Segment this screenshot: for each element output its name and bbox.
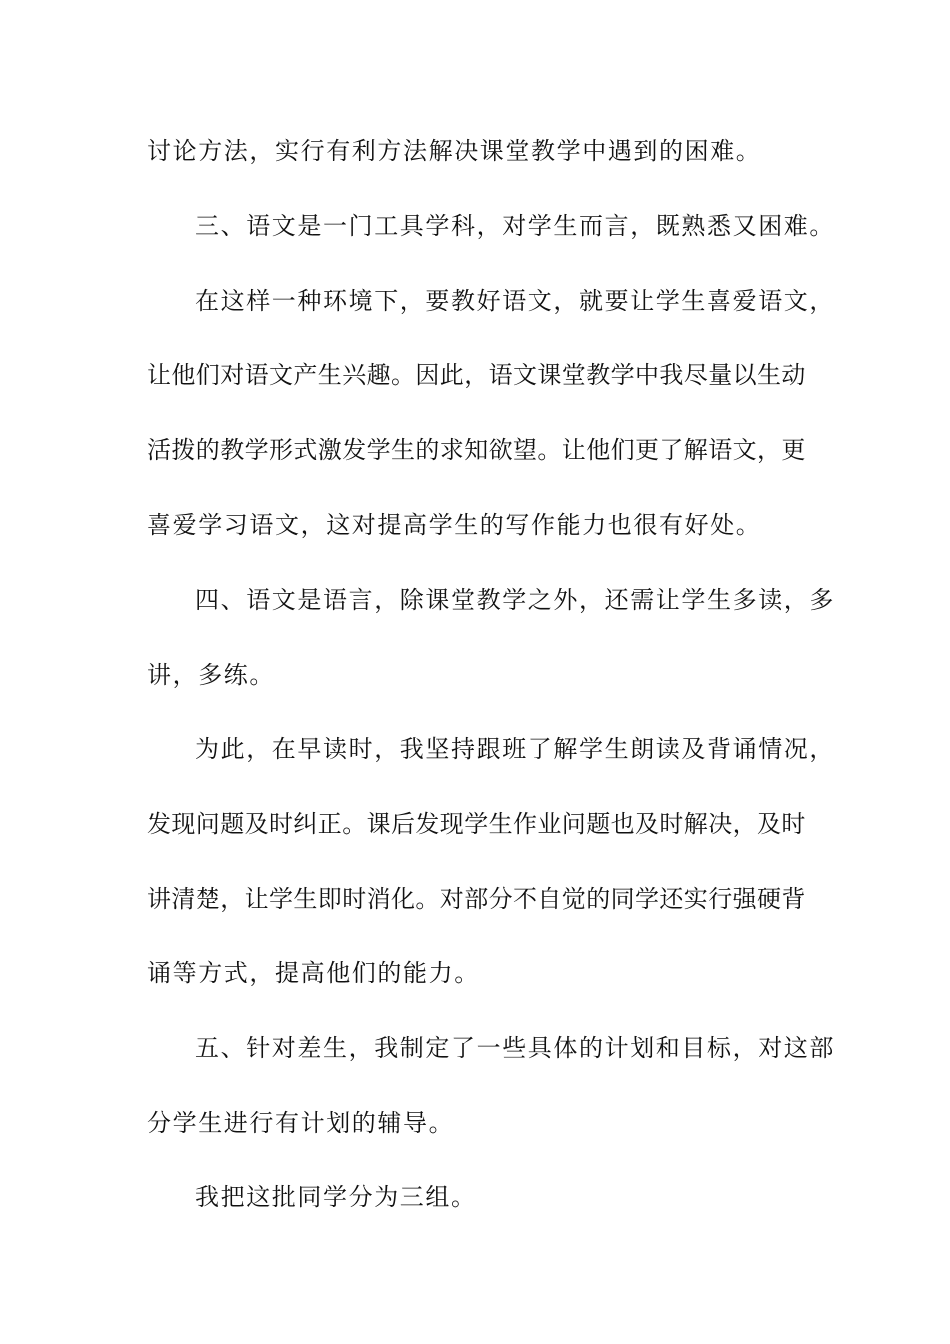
text-line: 诵等方式，提高他们的能力。 <box>147 959 480 987</box>
text-line: 发现问题及时纠正。课后发现学生作业问题也及时解决，及时 <box>147 810 806 838</box>
section-heading-4: 四、语文是语言，除课堂教学之外，还需让学生多读，多 <box>195 586 835 614</box>
section-heading-5: 五、针对差生，我制定了一些具体的计划和目标，对这部 <box>195 1034 835 1062</box>
paragraph-start: 我把这批同学分为三组。 <box>195 1183 477 1211</box>
paragraph-start: 在这样一种环境下，要教好语文，就要让学生喜爱语文， <box>195 287 835 315</box>
text-line: 讨论方法，实行有利方法解决课堂教学中遇到的困难。 <box>147 137 762 165</box>
text-line: 讲清楚，让学生即时消化。对部分不自觉的同学还实行强硬背 <box>147 885 806 913</box>
text-line: 分学生进行有计划的辅导。 <box>147 1109 455 1137</box>
section-heading-3: 三、语文是一门工具学科，对学生而言，既熟悉又困难。 <box>195 212 835 240</box>
paragraph-start: 为此，在早读时，我坚持跟班了解学生朗读及背诵情况， <box>195 735 835 763</box>
text-line: 讲，多练。 <box>147 661 275 689</box>
text-line: 喜爱学习语文，这对提高学生的写作能力也很有好处。 <box>147 511 762 539</box>
text-line: 活拨的教学形式激发学生的求知欲望。让他们更了解语文，更 <box>147 436 806 464</box>
text-line: 让他们对语文产生兴趣。因此，语文课堂教学中我尽量以生动 <box>147 361 806 389</box>
